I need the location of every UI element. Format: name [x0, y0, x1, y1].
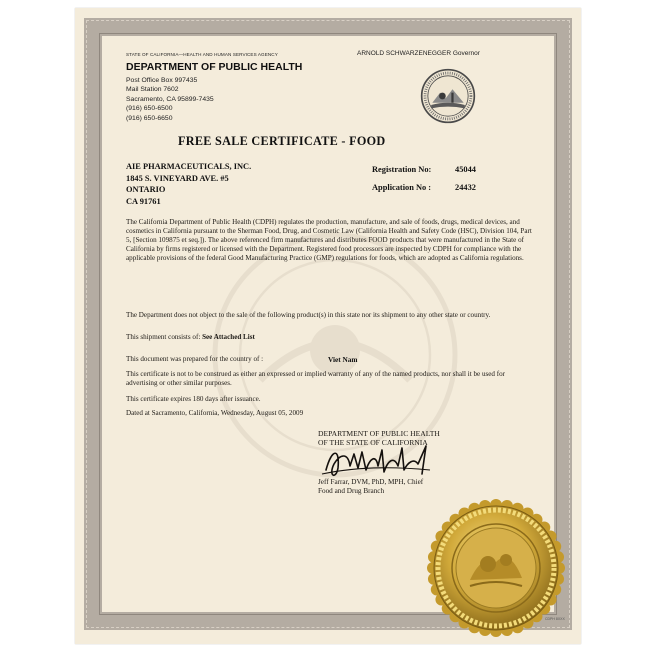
- shipment-label: This shipment consists of:: [126, 333, 201, 341]
- governor-line: ARNOLD SCHWARZENEGGER Governor: [357, 50, 480, 57]
- company-line: AIE PHARMACEUTICALS, INC.: [126, 162, 252, 171]
- application-label: Application No :: [372, 183, 432, 192]
- department-name: DEPARTMENT OF PUBLIC HEALTH: [126, 61, 303, 73]
- shipment-line: [126, 333, 538, 342]
- company-line: 1845 S. VINEYARD AVE. #5: [126, 173, 229, 183]
- dated-line: Dated at Sacramento, California, Wednesday, August 05, 2009: [126, 409, 304, 417]
- signatory: [318, 478, 423, 496]
- registration-number: 45044: [455, 165, 476, 174]
- company-line: ONTARIO: [126, 185, 166, 195]
- company-block: [126, 161, 251, 207]
- signatory-name: Jeff Farrar, DVM, PhD, MPH, Chief: [318, 478, 424, 486]
- address-line: (916) 650-6650: [126, 114, 173, 122]
- application-number: 24432: [455, 183, 476, 192]
- state-seal-icon: [420, 68, 476, 124]
- no-objection-paragraph: The Department does not object to the sale of the following product(s) in this state nor its shipment to any other state or country.: [126, 311, 491, 319]
- department-address: [126, 76, 214, 123]
- signing-department-line: OF THE STATE OF CALIFORNIA: [318, 438, 428, 447]
- regulation-paragraph: The California Department of Public Health (CDPH) regulates the production, manufacture, and sale of foods, drugs, medical devices, and cosmetics in California pursuant to the Sherman Food, Drug, and Cosmetic Law (California Health and Safety Code (HSC), Division 104, Part 5, [Section 109875 et seq.]). The above referenced firm manufactures and distributes FOOD products that were manufactured in the State of California by firms registered or licensed with the Department. Registered food processors are inspected by CDPH for compliance with the applicable provisions of the federal Good Manufacturing Practice (GMP) regulations for foods, which are adopted as California regulations.: [126, 218, 532, 262]
- address-line: Sacramento, CA 95899-7435: [126, 95, 214, 103]
- form-code: CDPH 8XXX: [545, 617, 565, 621]
- company-line: CA 91761: [126, 196, 161, 206]
- country-label: This document was prepared for the country of :: [126, 355, 264, 363]
- registration-block: [372, 161, 476, 197]
- address-line: Post Office Box 997435: [126, 77, 198, 84]
- address-line: Mail Station 7602: [126, 86, 179, 94]
- country-value: Viet Nam: [328, 355, 358, 364]
- warranty-paragraph: This certificate is not to be construed as either an expressed or implied warranty of any of the named products, nor shall it be used for advertising or other similar purposes.: [126, 370, 506, 387]
- expiry-line: This certificate expires 180 days after issuance.: [126, 395, 261, 403]
- certificate-title: FREE SALE CERTIFICATE - FOOD: [178, 134, 386, 148]
- registration-label: Registration No:: [372, 165, 432, 174]
- shipment-value: See Attached List: [202, 333, 255, 341]
- agency-line: STATE OF CALIFORNIA—HEALTH AND HUMAN SERVICES AGENCY: [126, 52, 278, 57]
- signatory-branch: Food and Drug Branch: [318, 487, 385, 496]
- address-line: (916) 650-6500: [126, 105, 173, 113]
- signing-department-line: DEPARTMENT OF PUBLIC HEALTH: [318, 429, 440, 438]
